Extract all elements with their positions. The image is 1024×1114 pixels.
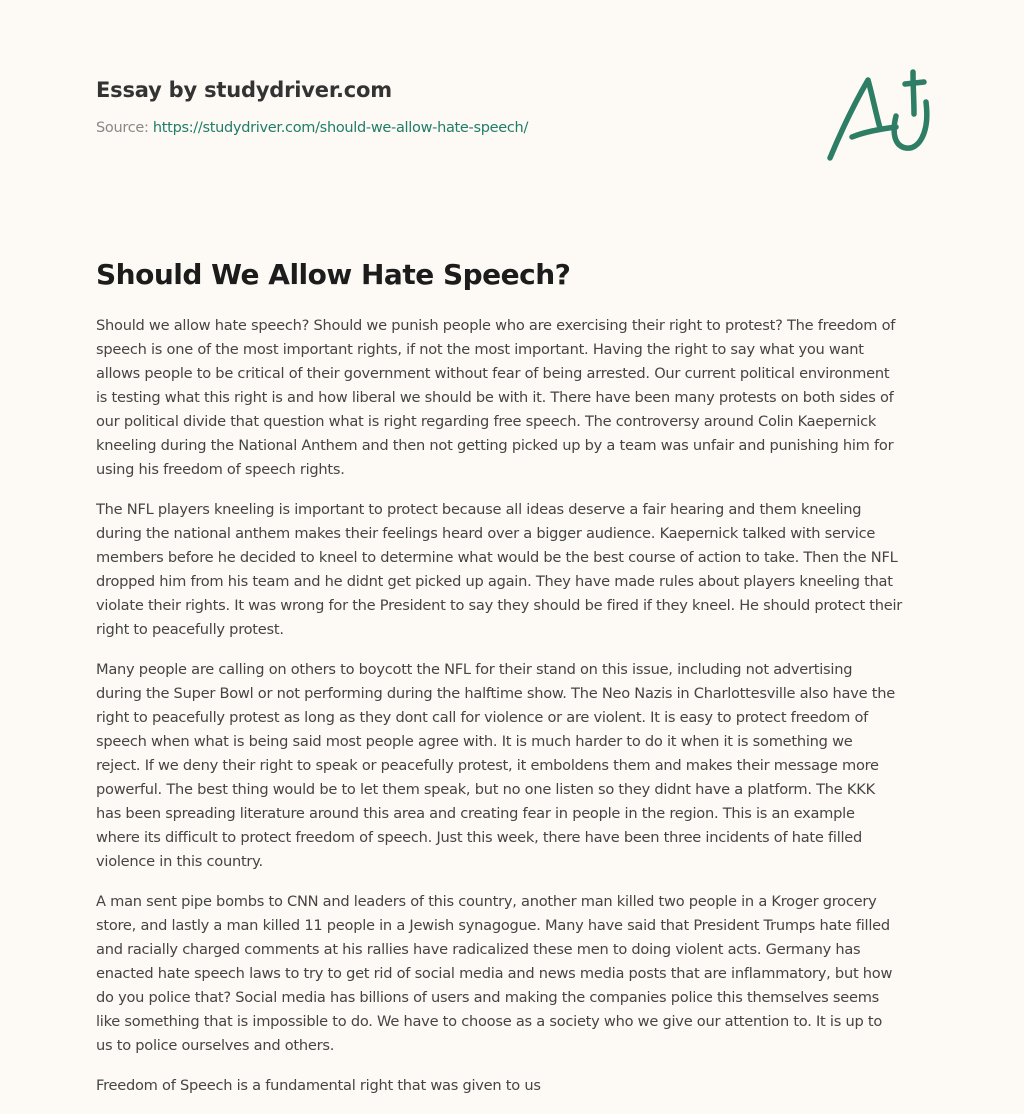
- text-line: right to peacefully protest.: [96, 621, 284, 638]
- source-link[interactable]: https://studydriver.com/should-we-allow-hate-speech/: [152, 120, 529, 136]
- text-line: has been spreading literature around this area and creating fear in people in the region. This is an example: [96, 805, 855, 822]
- text-line: speech when what is being said most people agree with. It is much harder to do it when it is something we: [96, 733, 853, 750]
- text-line: Freedom of Speech is a fundamental right that was given to us: [96, 1077, 541, 1094]
- text-line: our political divide that question what is right regarding free speech. The controversy around Colin Kaepernick: [96, 413, 877, 430]
- text-line: dropped him from his team and he didnt get picked up again. They have made rules about players kneeling that: [96, 573, 893, 590]
- text-line: allows people to be critical of their government without fear of being arrested. Our current political environment: [96, 365, 890, 382]
- text-line: reject. If we deny their right to speak or peacefully protest, it emboldens them and makes their message more: [96, 757, 879, 774]
- paragraph-4: [96, 890, 946, 1058]
- text-line: kneeling during the National Anthem and then not getting picked up by a team was unfair and punishing him for: [96, 437, 894, 454]
- text-line: store, and lastly a man killed 11 people in a Jewish synagogue. Many have said that President Trumps hate filled: [96, 917, 890, 934]
- text-line: us to police ourselves and others.: [96, 1037, 335, 1054]
- text-line: Should we allow hate speech? Should we punish people who are exercising their right to protest? The freedom of: [96, 317, 896, 334]
- text-line: during the Super Bowl or not performing during the halftime show. The Neo Nazis in Charlottesville also have the: [96, 685, 895, 702]
- essay-body: [96, 314, 946, 1114]
- text-line: The NFL players kneeling is important to protect because all ideas deserve a fair hearing and them kneeling: [96, 501, 862, 518]
- source-line: [96, 118, 928, 138]
- text-line: like something that is impossible to do. We have to choose as a society who we give our attention to. It is up to: [96, 1013, 883, 1030]
- text-line: speech is one of the most important rights, if not the most important. Having the right to say what you want: [96, 341, 864, 358]
- text-line: and racially charged comments at his rallies have radicalized these men to doing violent acts. Germany has: [96, 941, 861, 958]
- text-line: do you police that? Social media has billions of users and making the companies police this themselves seems: [96, 989, 880, 1006]
- paragraph-1: [96, 314, 946, 482]
- page-header: [96, 74, 928, 138]
- paragraph-3: [96, 658, 946, 874]
- text-line: members before he decided to kneel to determine what would be the best course of action to take. Then the NFL: [96, 549, 898, 566]
- source-label: Source:: [96, 120, 153, 136]
- text-line: powerful. The best thing would be to let them speak, but no one listen so they didnt have a platform. The KKK: [96, 781, 875, 798]
- a-plus-grade-icon: [818, 66, 936, 166]
- text-line: violate their rights. It was wrong for the President to say they should be fired if they kneel. He should protect their: [96, 597, 903, 614]
- text-line: Many people are calling on others to boycott the NFL for their stand on this issue, including not advertising: [96, 661, 853, 678]
- text-line: using his freedom of speech rights.: [96, 461, 345, 478]
- text-line: during the national anthem makes their feelings heard over a bigger audience. Kaepernick talked with service: [96, 525, 876, 542]
- text-line: enacted hate speech laws to try to get rid of social media and news media posts that are inflammatory, but how: [96, 965, 893, 982]
- essay-title: Should We Allow Hate Speech?: [96, 258, 571, 291]
- paragraph-2: [96, 498, 946, 642]
- text-line: where its difficult to protect freedom of speech. Just this week, there have been three incidents of hate filled: [96, 829, 863, 846]
- text-line: is testing what this right is and how liberal we should be with it. There have been many protests on both sides of: [96, 389, 894, 406]
- text-line: violence in this country.: [96, 853, 263, 870]
- paragraph-5: [96, 1074, 946, 1098]
- site-title: Essay by studydriver.com: [96, 78, 392, 102]
- text-line: right to peacefully protest as long as they dont call for violence or are violent. It is easy to protect freedom of: [96, 709, 869, 726]
- text-line: A man sent pipe bombs to CNN and leaders of this country, another man killed two people in a Kroger grocery: [96, 893, 877, 910]
